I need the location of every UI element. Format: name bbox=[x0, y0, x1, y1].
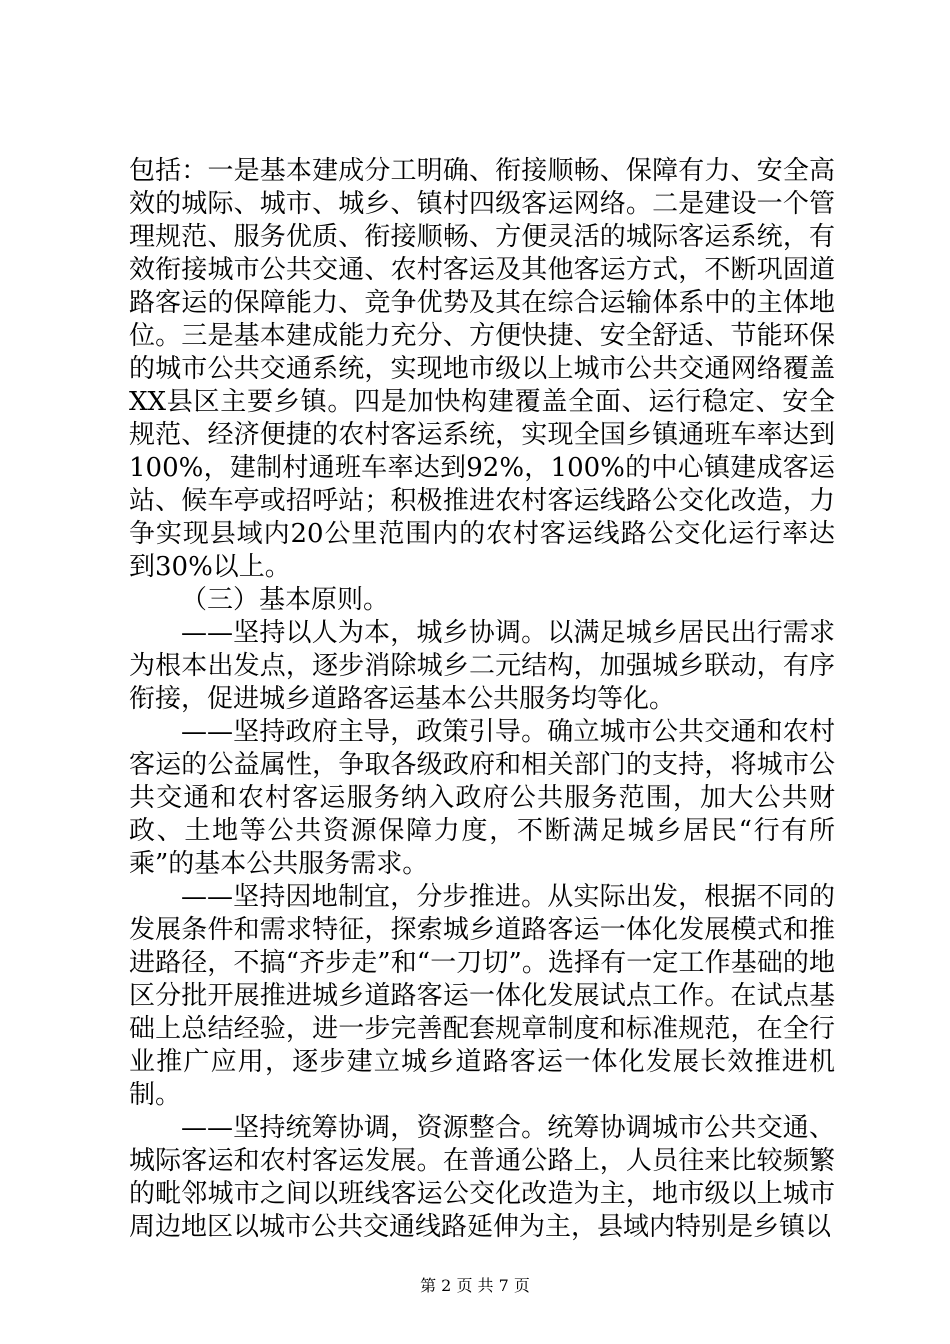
paragraph-principle-coordination: ——坚持统筹协调，资源整合。统筹协调城市公共交通、城际客运和农村客运发展。在普通公路上，人员往来比较频繁的毗邻城市之间以班线客运公交化改造为主，地市级以上城市周边地区以城市公共交通线路延伸为主，县域内特别是乡镇以 bbox=[129, 1113, 835, 1242]
paragraph-goals: 包括：一是基本建成分工明确、衔接顺畅、保障有力、安全高效的城际、城市、城乡、镇村四级客运网络。二是建设一个管理规范、服务优质、衔接顺畅、方便灵活的城际客运系统，有效衔接城市公共交通、农村客运及其他客运方式，不断巩固道路客运的保障能力、竞争优势及其在综合运输体系中的主体地位。三是基本建成能力充分、方便快捷、安全舒适、节能环保的城市公共交通系统，实现地市级以上城市公共交通网络覆盖XX县区主要乡镇。四是加快构建覆盖全面、运行稳定、安全规范、经济便捷的农村客运系统，实现全国乡镇通班车率达到100%，建制村通班车率达到92%，100%的中心镇建成客运站、候车亭或招呼站；积极推进农村客运线路公交化改造，力争实现县域内20公里范围内的农村客运线路公交化运行率达到30%以上。 bbox=[129, 156, 835, 582]
paragraph-principle-government-led: ——坚持政府主导，政策引导。确立城市公共交通和农村客运的公益属性，争取各级政府和相关部门的支持，将城市公共交通和农村客运服务纳入政府公共服务范围，加大公共财政、土地等公共资源保障力度，不断满足城乡居民“行有所乘”的基本公共服务需求。 bbox=[129, 717, 835, 879]
paragraph-principle-local-conditions: ——坚持因地制宜，分步推进。从实际出发，根据不同的发展条件和需求特征，探索城乡道路客运一体化发展模式和推进路径，不搞“齐步走”和“一刀切”。选择有一定工作基础的地区分批开展推进城乡道路客运一体化发展试点工作。在试点基础上总结经验，进一步完善配套规章制度和标准规范，在全行业推广应用，逐步建立城乡道路客运一体化发展长效推进机制。 bbox=[129, 882, 835, 1110]
section-heading-basic-principles: （三）基本原则。 bbox=[181, 585, 390, 615]
page-footer bbox=[0, 1276, 950, 1296]
document-body bbox=[129, 155, 835, 1244]
page-number: 第 2 页 共 7 页 bbox=[420, 1276, 530, 1295]
paragraph-principle-people-oriented: ——坚持以人为本，城乡协调。以满足城乡居民出行需求为根本出发点，逐步消除城乡二元结构，加强城乡联动，有序衔接，促进城乡道路客运基本公共服务均等化。 bbox=[129, 618, 835, 714]
